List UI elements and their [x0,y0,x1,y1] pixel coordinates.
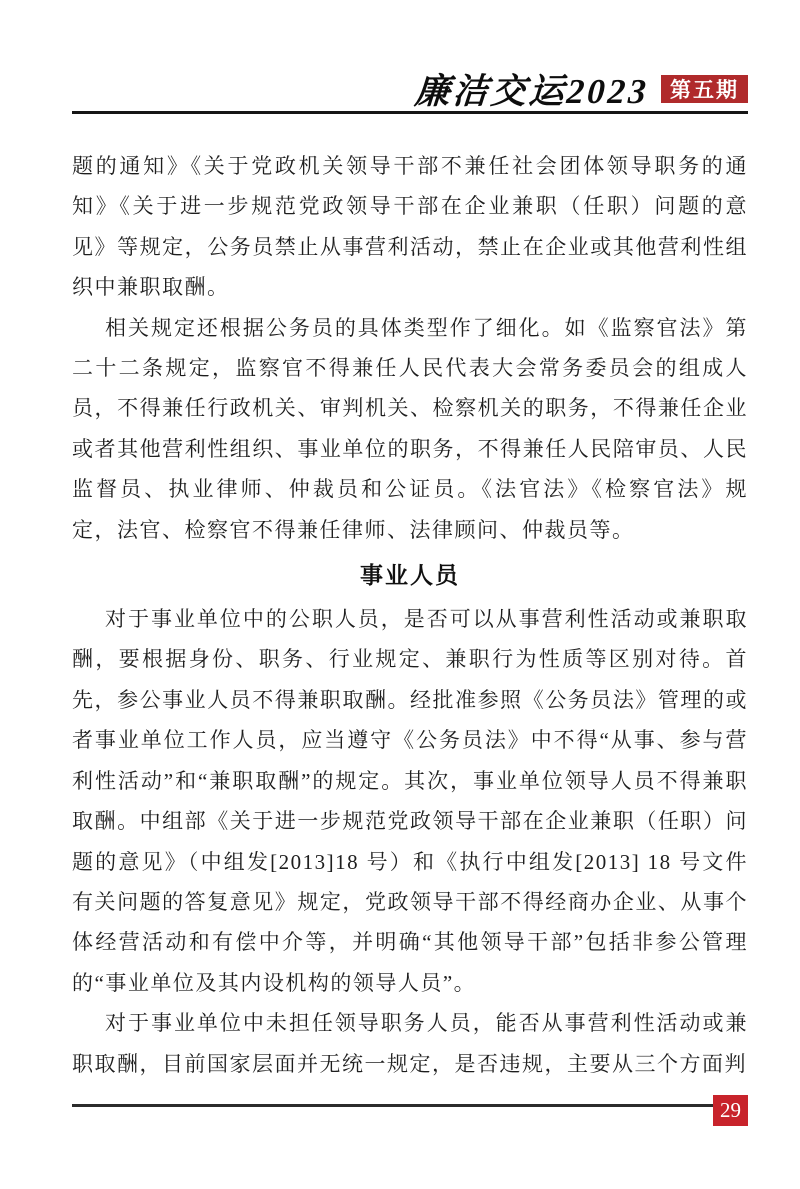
paragraph: 对于事业单位中的公职人员，是否可以从事营利性活动或兼职取酬，要根据身份、职务、行业规定、兼职行为性质等区别对待。首先，参公事业人员不得兼职取酬。经批准参照《公务员法》管理的或者事业单位工作人员，应当遵守《公务员法》中不得“从事、参与营利性活动”和“兼职取酬”的规定。其次，事业单位领导人员不得兼职取酬。中组部《关于进一步规范党政领导干部在企业兼职（任职）问题的意见》（中组发[2013]18 号）和《执行中组发[2013] 18 号文件有关问题的答复意见》规定，党政领导干部不得经商办企业、从事个体经营活动和有偿中介等，并明确“其他领导干部”包括非参公管理的“事业单位及其内设机构的领导人员”。 [72,607,748,995]
masthead [72,68,748,110]
paragraph-continued: 题的通知》《关于党政机关领导干部不兼任社会团体领导职务的通知》《关于进一步规范党政领导干部在企业兼职（任职）问题的意见》等规定，公务员禁止从事营利活动，禁止在企业或其他营利性组织中兼职取酬。 [72,154,748,300]
section-heading: 事业人员 [360,562,460,589]
paragraph: 相关规定还根据公务员的具体类型作了细化。如《监察官法》第二十二条规定，监察官不得兼任人民代表大会常务委员会的组成人员，不得兼任行政机关、审判机关、检察机关的职务，不得兼任企业或者其他营利性组织、事业单位的职务，不得兼任人民陪审员、人民监督员、执业律师、仲裁员和公证员。《法官法》《检察官法》规定，法官、检察官不得兼任律师、法律顾问、仲裁员等。 [72,315,748,542]
issue-badge: 第五期 [661,75,748,103]
journal-title: 廉洁交运2023 [413,72,651,111]
header-rule [72,111,748,114]
page-body [72,146,748,1084]
footer-rule [72,1104,720,1107]
page-number-badge: 29 [713,1095,748,1126]
paragraph: 对于事业单位中未担任领导职务人员，能否从事营利性活动或兼职取酬，目前国家层面并无统一规定，是否违规，主要从三个方面判 [72,1011,748,1076]
